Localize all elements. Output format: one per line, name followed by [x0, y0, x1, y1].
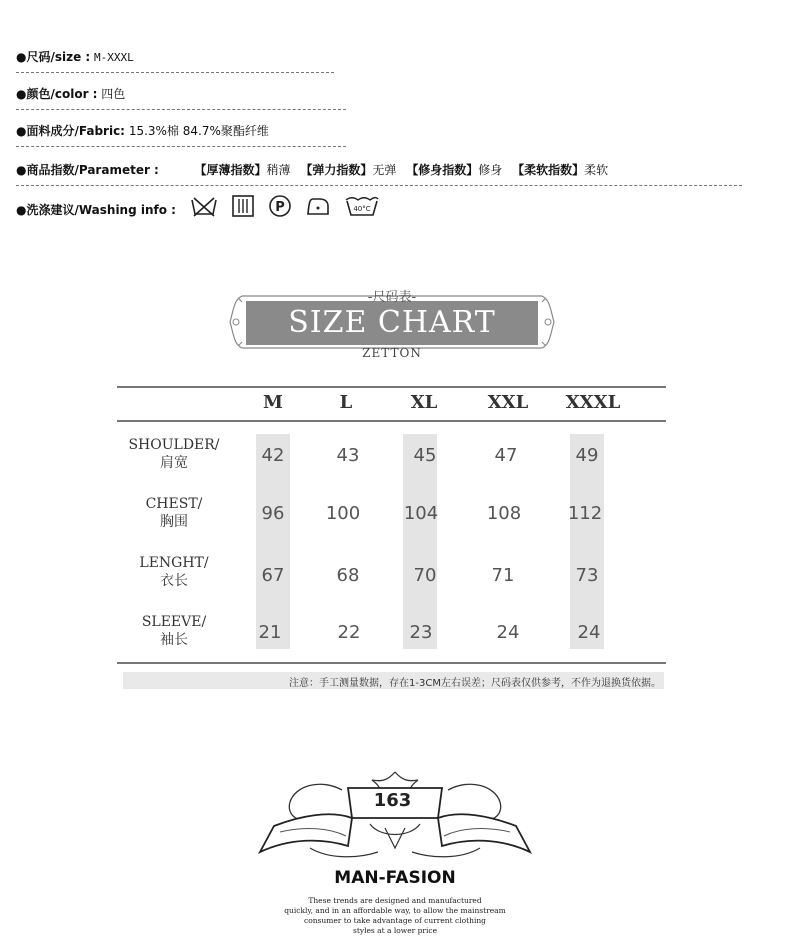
wash-temp: 40°C [353, 205, 371, 213]
row-label-en: CHEST/ [145, 496, 203, 512]
color-value: 四色 [101, 87, 126, 101]
table-cell: 23 [409, 622, 433, 643]
divider [16, 109, 346, 110]
brand-slogan [250, 896, 540, 936]
param-value: 修身 [478, 163, 503, 177]
hang-dry-icon [232, 195, 254, 217]
table-cell: 70 [413, 565, 437, 586]
param-value: 无弹 [372, 163, 397, 177]
row-label-chest [118, 495, 230, 531]
row-label-cn: 肩宽 [160, 455, 188, 471]
row-label-en: LENGHT/ [139, 555, 209, 571]
color-spec [16, 85, 125, 102]
size-spec [16, 48, 134, 65]
fabric-value: 15.3%棉 84.7%聚酯纤维 [128, 124, 269, 138]
fabric-label: ●面料成分/Fabric: [16, 124, 125, 138]
washing-label: ●洗涤建议/Washing info : [16, 203, 176, 217]
iron-low-icon [306, 196, 330, 216]
param-name: 【厚薄指数】 [194, 163, 267, 177]
table-cell: 104 [403, 503, 439, 524]
row-label-length [118, 554, 230, 590]
table-cell: 67 [261, 565, 285, 586]
slogan-line: quickly, and in an affordable way, to allow the mainstream [284, 906, 506, 915]
table-bottom-rule [117, 662, 666, 664]
color-label: ●颜色/color : [16, 87, 98, 101]
param-value: 柔软 [584, 163, 609, 177]
size-label: ●尺码/size : [16, 50, 91, 64]
row-label-en: SLEEVE/ [141, 614, 207, 630]
header-xl: XL [410, 392, 438, 413]
parameter-label: ●商品指数/Parameter : [16, 163, 159, 177]
divider [16, 72, 334, 73]
divider [16, 146, 346, 147]
table-cell: 96 [261, 503, 285, 524]
table-cell: 42 [261, 445, 285, 466]
table-cell: 108 [486, 503, 522, 524]
washing-spec [16, 201, 176, 218]
header-m: M [263, 392, 283, 413]
header-l: L [339, 392, 353, 413]
table-cell: 112 [567, 503, 603, 524]
logo-number: 163 [373, 790, 412, 811]
table-cell: 43 [336, 445, 360, 466]
slogan-line: styles at a lower price [352, 926, 438, 935]
row-label-en: SHOULDER/ [128, 437, 220, 453]
slogan-line: These trends are designed and manufactured [308, 896, 482, 905]
table-cell: 45 [413, 445, 437, 466]
table-cell: 73 [575, 565, 599, 586]
fabric-spec [16, 122, 269, 139]
banner-title: SIZE CHART [288, 305, 496, 340]
table-cell: 71 [491, 565, 515, 586]
table-top-rule [117, 386, 666, 388]
param-name: 【柔软指数】 [512, 163, 585, 177]
row-label-cn: 胸围 [160, 514, 188, 530]
row-label-sleeve [118, 613, 230, 649]
dry-clean-letter: P [275, 200, 285, 215]
table-header-rule [117, 420, 666, 422]
header-xxl: XXL [487, 392, 529, 413]
row-label-cn: 衣长 [160, 573, 188, 589]
banner-cn-title: -尺码表- [367, 290, 417, 305]
table-cell: 68 [336, 565, 360, 586]
table-cell: 24 [496, 622, 520, 643]
parameter-spec [16, 161, 614, 178]
column-shade [256, 434, 290, 649]
slogan-line: consumer to take advantage of current clothing [304, 916, 486, 925]
table-cell: 100 [325, 503, 361, 524]
wash-40-icon [344, 194, 380, 218]
column-shade [567, 434, 604, 649]
row-label-shoulder [118, 436, 230, 472]
table-cell: 24 [577, 622, 601, 643]
table-cell: 21 [258, 622, 282, 643]
no-wash-icon [190, 194, 218, 218]
table-cell: 22 [337, 622, 361, 643]
table-cell: 49 [575, 445, 599, 466]
param-value: 稍薄 [266, 163, 291, 177]
table-cell: 47 [494, 445, 518, 466]
divider [16, 185, 742, 186]
header-xxxl: XXXL [565, 392, 621, 413]
column-shade [403, 434, 437, 649]
measurement-note: 注意：手工测量数据，存在1-3CM左右误差；尺码表仅供参考，不作为退换货依据。 [289, 678, 661, 689]
care-icons [190, 194, 380, 218]
brand-name: MAN-FASION [334, 868, 456, 888]
param-name: 【修身指数】 [406, 163, 479, 177]
param-name: 【弹力指数】 [300, 163, 373, 177]
size-value: M-XXXL [94, 51, 134, 64]
row-label-cn: 袖长 [160, 632, 188, 648]
banner-brand: ZETTON [362, 346, 422, 360]
dry-clean-p-icon [268, 194, 292, 218]
logo-ornament [250, 768, 540, 868]
